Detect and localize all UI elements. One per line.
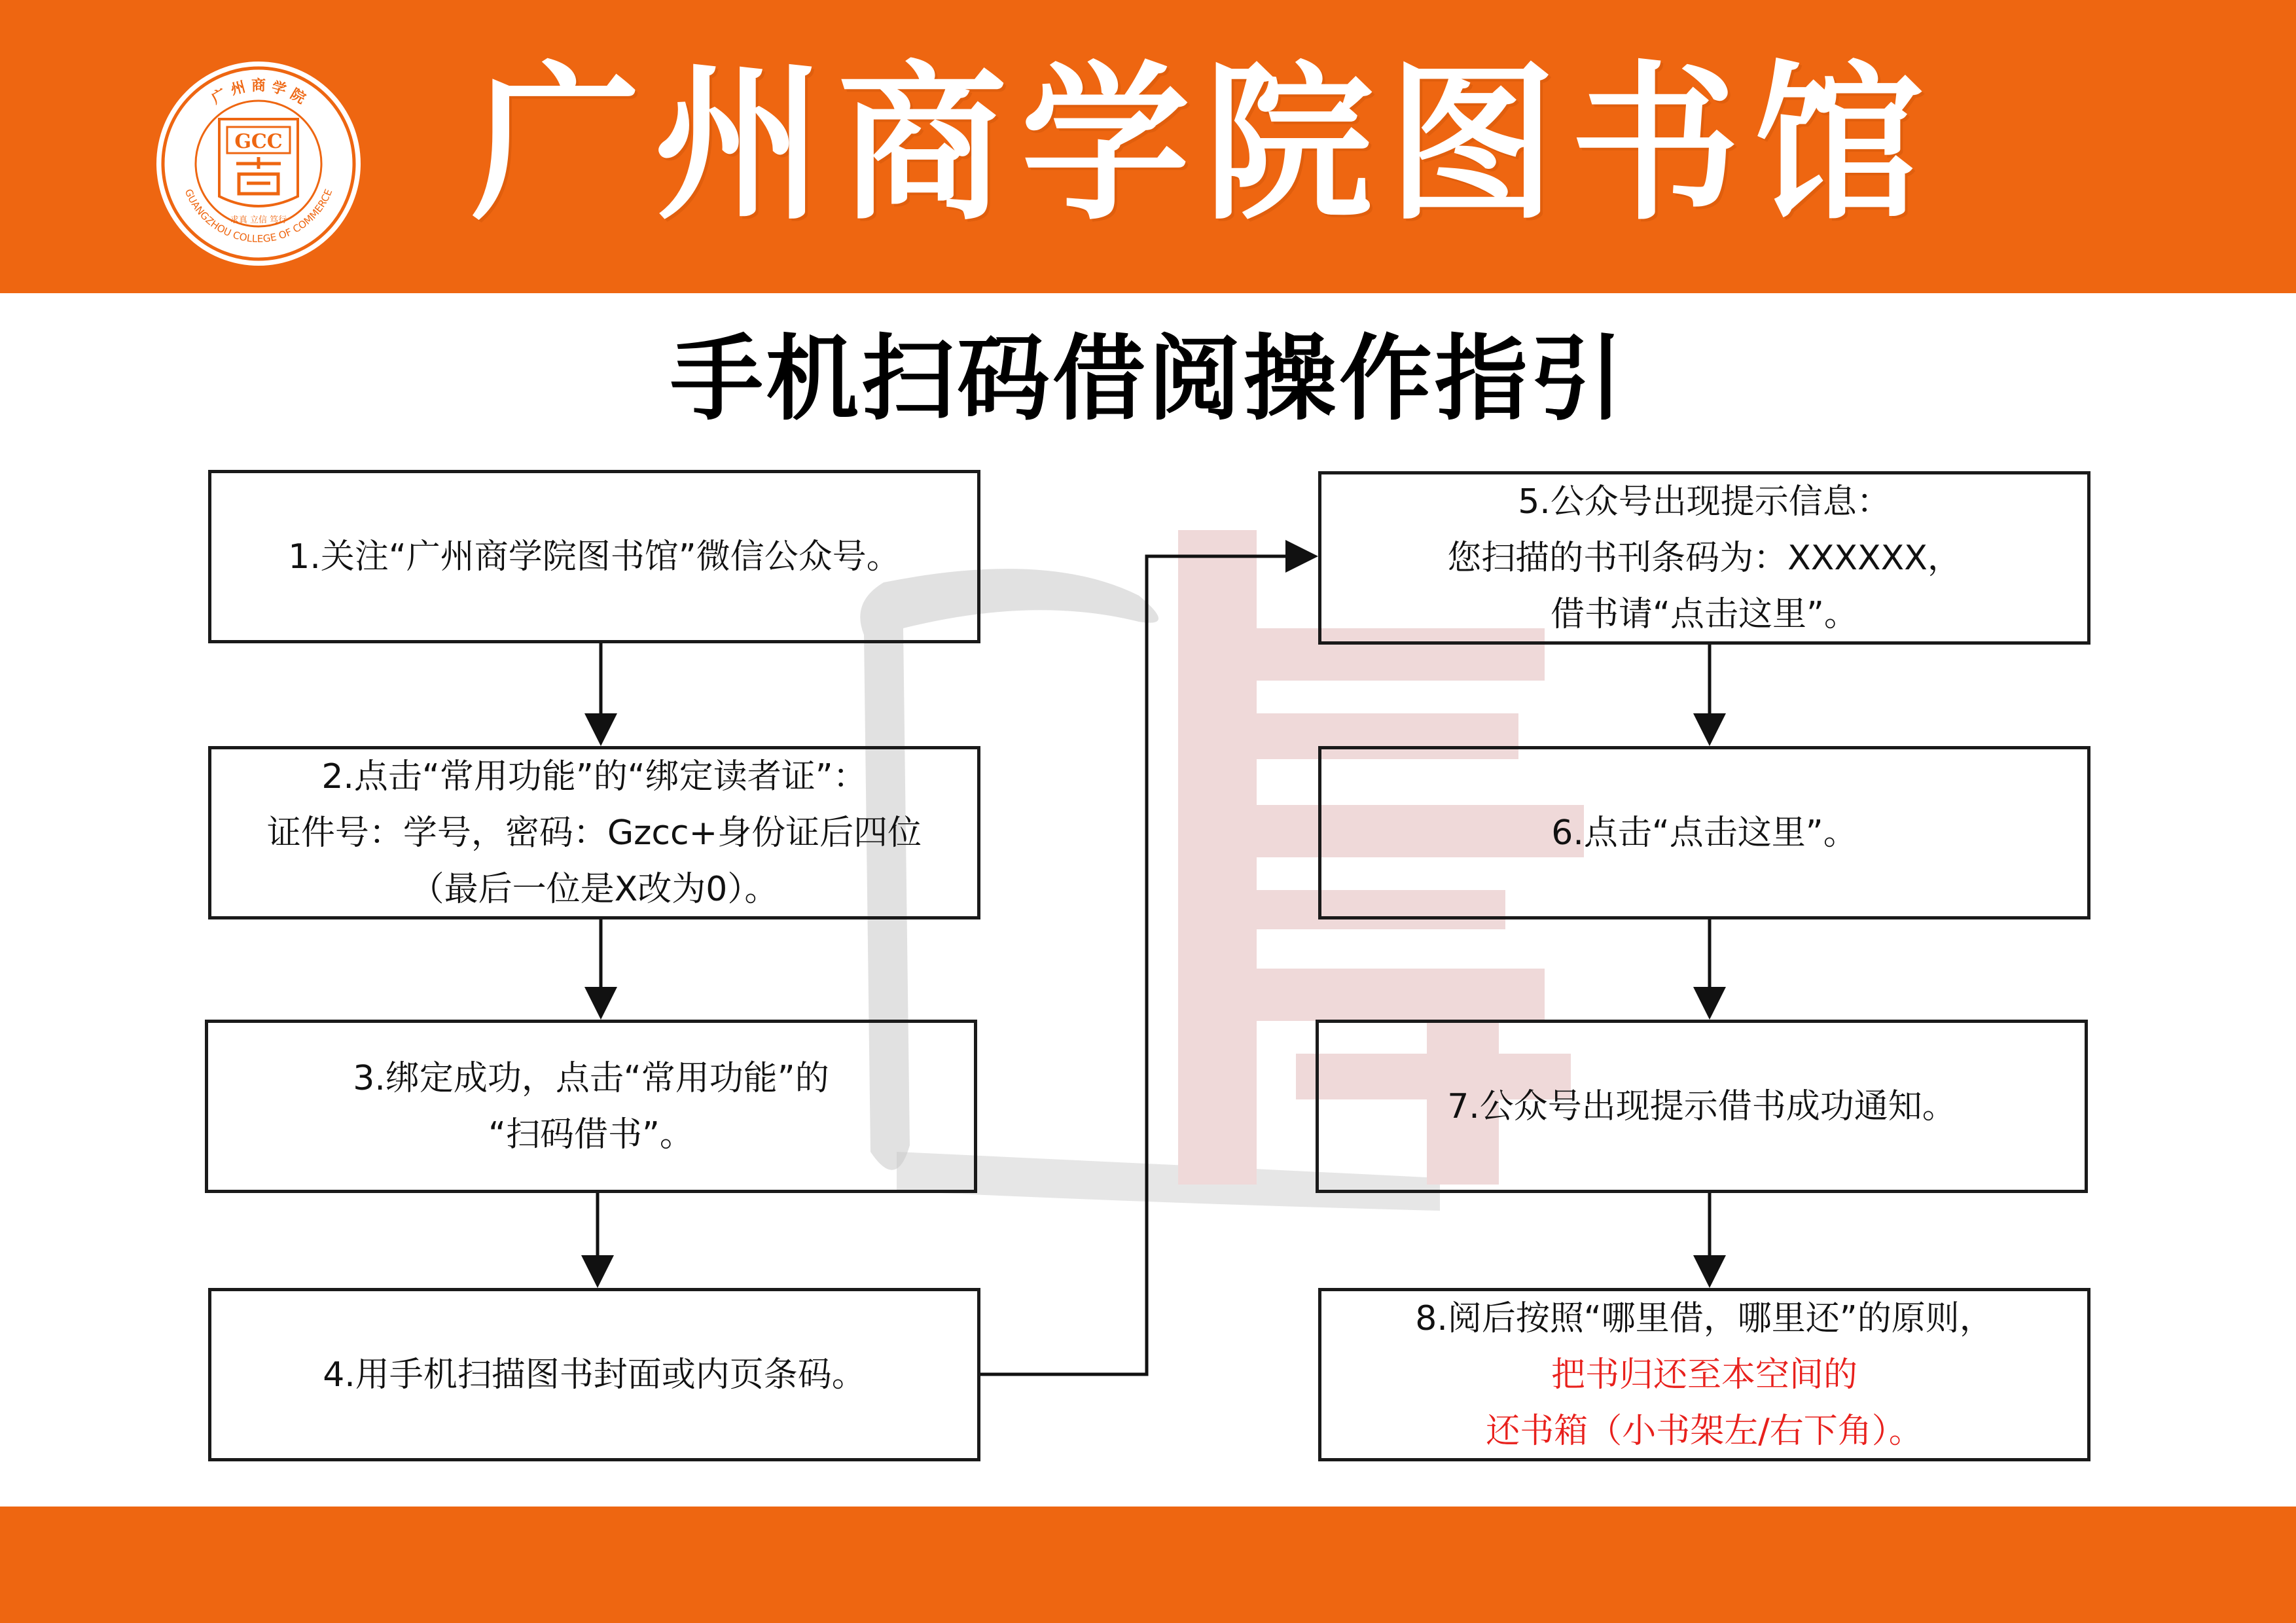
step-8-box bbox=[1318, 1288, 2090, 1461]
step-1-box bbox=[208, 470, 980, 643]
step-5-box bbox=[1318, 471, 2090, 645]
step-highlight-line: 还书箱（小书架左/右下角）。 bbox=[1486, 1411, 1923, 1451]
step-6-box bbox=[1318, 746, 2090, 919]
step-line: 您扫描的书刊条码为：XXXXXX， bbox=[1447, 538, 1962, 578]
step-highlight-line: 把书归还至本空间的 bbox=[1551, 1355, 1857, 1395]
step-line: （最后一位是X改为0）。 bbox=[410, 869, 779, 909]
step-2-box bbox=[208, 746, 980, 919]
step-7-box bbox=[1316, 1020, 2088, 1193]
step-line: 6.点击“点击这里”。 bbox=[1551, 813, 1857, 853]
step-line: “扫码借书”。 bbox=[488, 1115, 694, 1154]
logo-motto: 求真 立信 笃行 bbox=[230, 215, 287, 225]
step-line: 8.阅后按照“哪里借，哪里还”的原则， bbox=[1415, 1298, 1994, 1338]
logo-ring-bottom-text: GUANGZHOU COLLEGE OF COMMERCE bbox=[182, 187, 335, 245]
step-line: 7.公众号出现提示借书成功通知。 bbox=[1447, 1086, 1956, 1126]
page-title: 手机扫码借阅操作指引 bbox=[670, 325, 1626, 433]
footer-band bbox=[0, 1507, 2296, 1623]
arrow-4-to-5 bbox=[980, 556, 1315, 1374]
logo-ring-top-text: 广 州 商 学 院 bbox=[208, 77, 309, 108]
step-line: 1.关注“广州商学院图书馆”微信公众号。 bbox=[288, 537, 901, 577]
step-line: 4.用手机扫描图书封面或内页条码。 bbox=[323, 1355, 866, 1395]
step-line: 证件号：学号，密码：Gzcc+身份证后四位 bbox=[266, 813, 922, 853]
step-line: 2.点击“常用功能”的“绑定读者证”： bbox=[321, 757, 867, 796]
step-3-box bbox=[205, 1020, 977, 1193]
logo-monogram: GCC bbox=[234, 130, 283, 153]
step-4-box bbox=[208, 1288, 980, 1461]
step-line: 5.公众号出现提示信息： bbox=[1518, 482, 1891, 522]
step-line: 借书请“点击这里”。 bbox=[1551, 594, 1858, 634]
org-name: 广州商学院图书馆 bbox=[471, 45, 1937, 243]
step-line: 3.绑定成功，点击“常用功能”的 bbox=[353, 1058, 829, 1098]
